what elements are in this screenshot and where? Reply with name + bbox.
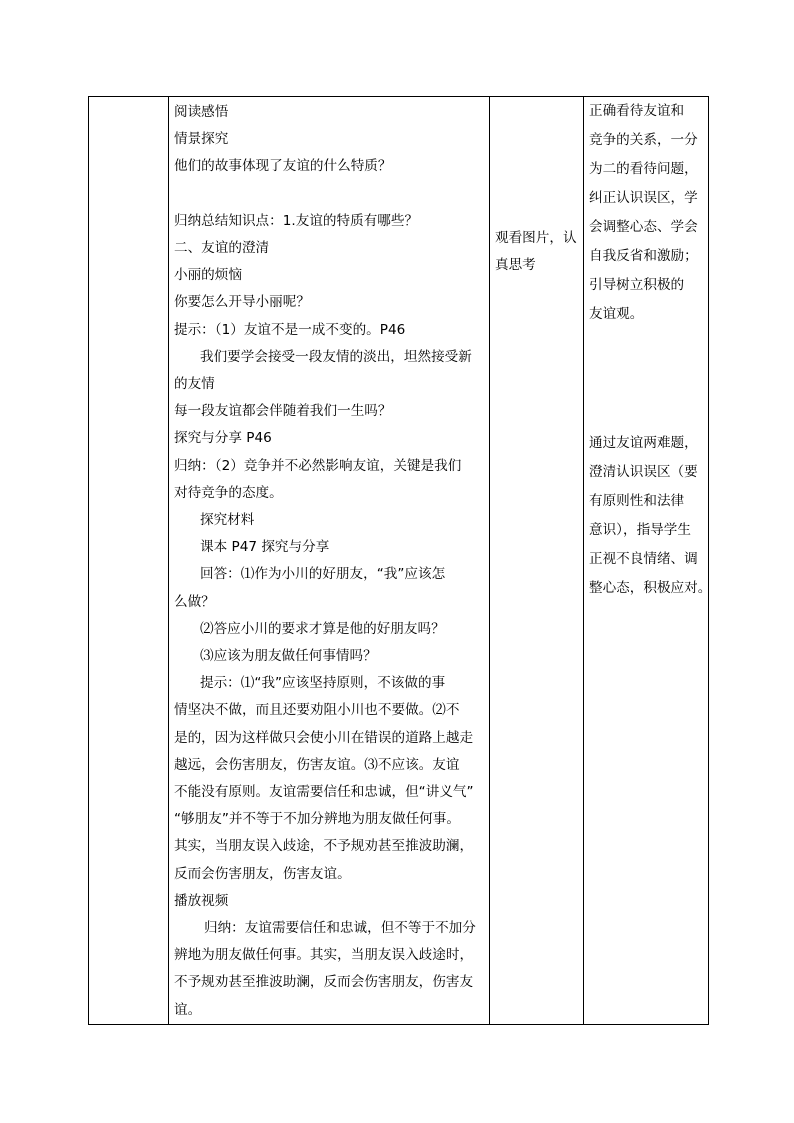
text-line: 情景探究 xyxy=(174,131,229,148)
lesson-plan-table xyxy=(88,96,712,1025)
text-line: 是的，因为这样做只会使小川在错误的道路上越走 xyxy=(174,729,474,746)
text-line: 你要怎么开导小丽呢？ xyxy=(174,294,310,311)
text-line: 观看图片，认 xyxy=(495,230,577,246)
teacher-activity-text xyxy=(169,97,489,1024)
text-line: 回答：⑴作为小川的好朋友，“我”应该怎 xyxy=(200,566,446,583)
text-line: 谊。 xyxy=(174,1001,202,1018)
text-line: 提示：⑴“我”应该坚持原则，不该做的事 xyxy=(200,675,446,692)
design-intent-text xyxy=(584,97,712,603)
text-line: ⑵答应小川的要求才算是他的好朋友吗？ xyxy=(200,620,445,637)
text-line: 通过友谊两难题， xyxy=(589,435,698,451)
text-line: 他们的故事体现了友谊的什么特质？ xyxy=(174,158,392,175)
text-line: 么做？ xyxy=(174,593,215,610)
text-line: 会调整心态、学会 xyxy=(589,219,698,235)
text-line: 的友情 xyxy=(174,376,215,393)
text-line: 越远，会伤害朋友，伤害友谊。⑶不应该。友谊 xyxy=(174,756,460,773)
text-line: 竞争的关系，一分 xyxy=(589,132,698,148)
teacher-activity-cell xyxy=(169,97,490,1025)
student-activity-text xyxy=(490,97,583,279)
text-line: 有原则性和法律 xyxy=(589,493,685,509)
text-line: 整心态，积极应对。 xyxy=(589,580,712,596)
text-line: 归纳：友谊需要信任和忠诚，但不等于不加分 xyxy=(204,920,476,937)
text-line: 情坚决不做，而且还要劝阻小川也不要做。⑵不 xyxy=(174,702,460,719)
text-line: 纠正认识误区，学 xyxy=(589,190,698,206)
text-line: 辨地为朋友做任何事。其实，当朋友误入歧途时， xyxy=(174,947,474,964)
text-line: 为二的看待问题， xyxy=(589,161,698,177)
text-line: 引导树立积极的 xyxy=(589,277,685,293)
text-line: 澄清认识误区（要 xyxy=(589,464,698,480)
text-line: 正视不良情绪、调 xyxy=(589,551,698,567)
text-line: 不能没有原则。友谊需要信任和忠诚，但“讲义气” xyxy=(174,784,474,801)
text-line: 友谊观。 xyxy=(589,306,644,322)
text-line: 提示：（1）友谊不是一成不变的。P46 xyxy=(174,321,406,338)
text-line: ⑶应该为朋友做任何事情吗？ xyxy=(200,648,377,665)
section-heading: 二、友谊的澄清 xyxy=(174,240,270,256)
text-line: 课本 P47 探究与分享 xyxy=(200,539,330,556)
text-line: 自我反省和激励； xyxy=(589,248,698,264)
text-line: 每一段友谊都会伴随着我们一生吗？ xyxy=(174,403,392,420)
text-line: 阅读感悟 xyxy=(174,104,229,120)
design-intent-cell xyxy=(584,97,712,1025)
text-line: 其实，当朋友误入歧途，不予规劝甚至推波助澜， xyxy=(174,838,474,855)
text-line: 探究与分享 P46 xyxy=(174,430,272,447)
text-line: 对待竞争的态度。 xyxy=(174,484,283,501)
text-line: 不予规劝甚至推波助澜，反而会伤害朋友，伤害友 xyxy=(174,974,474,991)
text-line: 归纳总结知识点：1.友谊的特质有哪些？ xyxy=(174,212,419,229)
text-line: 探究材料 xyxy=(200,512,255,529)
text-line: 小丽的烦恼 xyxy=(174,267,242,284)
text-line: 我们要学会接受一段友情的淡出，坦然接受新 xyxy=(200,348,472,365)
student-activity-cell xyxy=(490,97,584,1025)
spacer xyxy=(589,329,705,429)
text-line: 正确看待友谊和 xyxy=(589,103,685,119)
text-line: 反而会伤害朋友，伤害友谊。 xyxy=(174,865,351,882)
empty-cell xyxy=(89,97,169,1025)
text-line: 真思考 xyxy=(495,257,536,274)
text-line: “够朋友”并不等于不加分辨地为朋友做任何事。 xyxy=(174,811,460,828)
text-line: 归纳：（2）竞争并不必然影响友谊，关键是我们 xyxy=(174,457,462,474)
blank-line xyxy=(174,181,486,208)
text-line: 播放视频 xyxy=(174,892,229,909)
table-row xyxy=(89,97,709,1025)
text-line: 意识），指导学生 xyxy=(589,522,691,538)
